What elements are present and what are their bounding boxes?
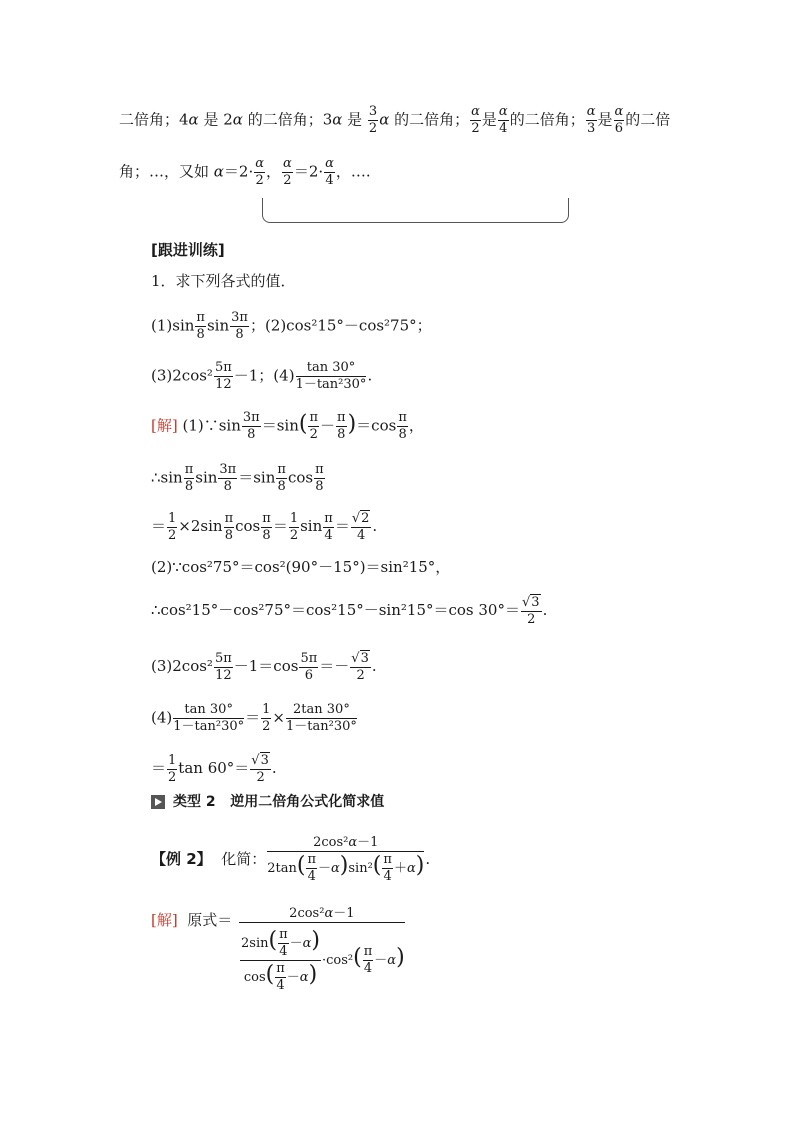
example-label: 【例 2】	[151, 850, 212, 868]
solution2-fraction: 2cos²α－1 2sin( $\frac{\pi}{4}$ －α) cos( $\frac{\pi}{4}$ －α) ·cos²( $\frac{\pi}{4}$ －α)	[241, 906, 405, 993]
section-bracket	[262, 198, 569, 223]
intro-line-2: 角；…，又如 α＝2· $\frac{\alpha}{2}$ ， $\frac{\alpha}{2}$ ＝2· $\frac{\alpha}{4}$ ，….	[119, 156, 371, 188]
exercise-item-1: (1)sin $\frac{\pi}{8}$ sin $\frac{3\pi}{8}$ ；(2)cos²15°－cos²75°；	[151, 310, 432, 342]
solution-step-1a: [解] (1)∵sin $\frac{3\pi}{8}$ ＝sin( $\frac{\pi}{2}$ － $\frac{\pi}{8}$ )＝cos $\frac{\pi}{8}$ ，	[151, 410, 424, 442]
solution-step-3: (3)2cos² $\frac{5\pi}{12}$ －1＝cos $\frac{5\pi}{6}$ ＝－ $\frac{√3}{2}$ .	[151, 650, 377, 683]
exercise-item-2: (3)2cos² $\frac{5\pi}{12}$ －1；(4) $\frac{\tan 30^\circ}{\text{1－tan²30°}}$ .	[151, 360, 373, 392]
type-title: 逆用二倍角公式化简求值	[230, 794, 385, 810]
exercise-heading: [跟进训练]	[151, 241, 225, 259]
intro-line-1: 二倍角；4α 是 2α 的二倍角；3α 是 $\frac{3}{2}$ α 的二倍角； $\frac{\alpha}{2}$ 是 $\frac{\alpha}{4}$ 的二倍角； $\frac{\alpha}{3}$ 是 $\frac{\alpha}{6}$ 的二倍	[119, 104, 671, 136]
solution-step-4b: ＝ $\frac{1}{2}$ tan 60°＝ $\frac{√3}{2}$ .	[151, 752, 277, 785]
solution-label: [解]	[151, 416, 178, 435]
solution-step-4a: (4) $\frac{\tan 30^\circ}{\text{1－tan²30°}}$ ＝ $\frac{1}{2}$ × $\frac{2\tan 30^\circ}{\text{1－tan²30°}}$	[151, 702, 357, 734]
type-label: 类型 2	[173, 794, 216, 810]
play-icon	[151, 795, 165, 809]
solution-step-1b: ∴sin $\frac{\pi}{8}$ sin $\frac{3\pi}{8}$ ＝sin $\frac{\pi}{8}$ cos $\frac{\pi}{8}$	[151, 462, 324, 494]
section-header	[151, 792, 384, 812]
solution-step-1c: ＝ $\frac{1}{2}$ ×2sin $\frac{\pi}{8}$ cos $\frac{\pi}{8}$ ＝ $\frac{1}{2}$ sin $\frac{\pi}{4}$ ＝ $\frac{√2}{4}$ .	[151, 510, 378, 543]
question-1: 1．求下列各式的值．	[151, 272, 296, 290]
solution2-label-line: [解] 原式＝	[151, 911, 233, 929]
solution-step-2a: (2)∵cos²75°＝cos²(90°－15°)＝sin²15°，	[151, 558, 451, 576]
solution2-label: [解]	[151, 911, 178, 929]
solution-step-2b: ∴cos²15°－cos²75°＝cos²15°－sin²15°＝cos 30°＝ $\frac{√3}{2}$ .	[151, 595, 548, 627]
example-2: 【例 2】 化简： 2cos²α－1 2tan( $\frac{\pi}{4}$ －α)sin²( $\frac{\pi}{4}$ ＋α) .	[151, 835, 431, 884]
